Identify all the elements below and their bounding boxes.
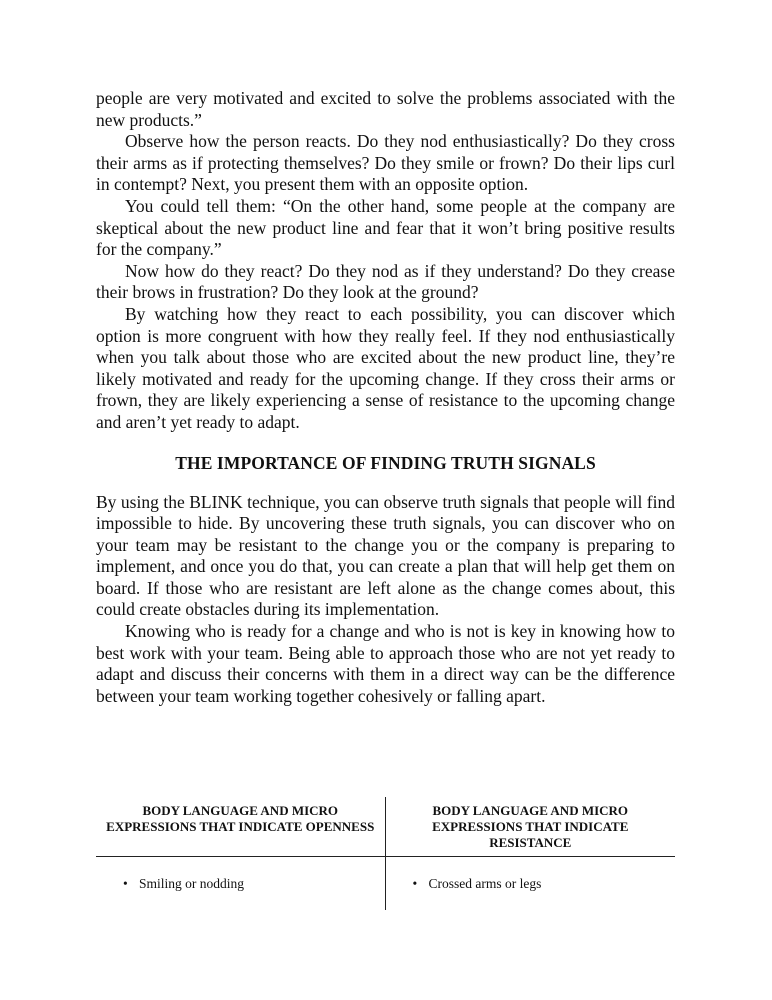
paragraph-6: By using the BLINK technique, you can observe truth signals that people will find impossible to hide. By uncovering these truth signals, you can discover who on your team may be resistant to the change you or the company is preparing to implement, and once you do that, you can create a plan that will help get them on board. If those who are resistant are left alone as the change comes about, this could create obstacles during its implementation.	[96, 491, 675, 620]
table-header-resistance: BODY LANGUAGE AND MICRO EXPRESSIONS THAT INDICATE RESISTANCE	[432, 803, 629, 850]
paragraph-5: By watching how they react to each possibility, you can discover which option is more congruent with how they really feel. If they nod enthusiastically when you talk about those who are excited about the new product line, they’re likely motivated and ready for the upcoming change. If they cross their arms or frown, they are likely experiencing a sense of resistance to the upcoming change and aren’t yet ready to adapt.	[96, 303, 675, 432]
list-item	[386, 875, 676, 892]
table-row	[96, 857, 675, 910]
list-item	[96, 875, 385, 892]
table-header-row	[96, 797, 675, 857]
comparison-table	[96, 797, 675, 910]
table-header-openness: BODY LANGUAGE AND MICRO EXPRESSIONS THAT INDICATE OPENNESS	[96, 797, 386, 856]
paragraph-3: You could tell them: “On the other hand, some people at the company are skeptical about the new product line and fear that it won’t bring positive results for the company.”	[96, 195, 675, 260]
page-content	[96, 88, 675, 707]
list-item-text: Crossed arms or legs	[428, 876, 542, 891]
list-item-text: Smiling or nodding	[139, 876, 245, 891]
section-heading: THE IMPORTANCE OF FINDING TRUTH SIGNALS	[175, 452, 596, 473]
paragraph-7: Knowing who is ready for a change and who is not is key in knowing how to best work with your team. Being able to approach those who are not yet ready to adapt and discuss their concerns with them in a direct way can be the difference between your team working together cohesively or falling apart.	[96, 621, 675, 706]
paragraph-2: Observe how the person reacts. Do they nod enthusiastically? Do they cross their arms as if protecting themselves? Do they smile or frown? Do their lips curl in contempt? Next, you present them with an opposite option.	[96, 131, 675, 195]
table-cell-resistance	[386, 857, 676, 910]
paragraph-4: Now how do they react? Do they nod as if they understand? Do they crease their brows in frustration? Do they look at the ground?	[96, 260, 675, 303]
paragraph-1: people are very motivated and excited to solve the problems associated with the new products.”	[96, 88, 675, 130]
table-cell-openness	[96, 857, 386, 910]
